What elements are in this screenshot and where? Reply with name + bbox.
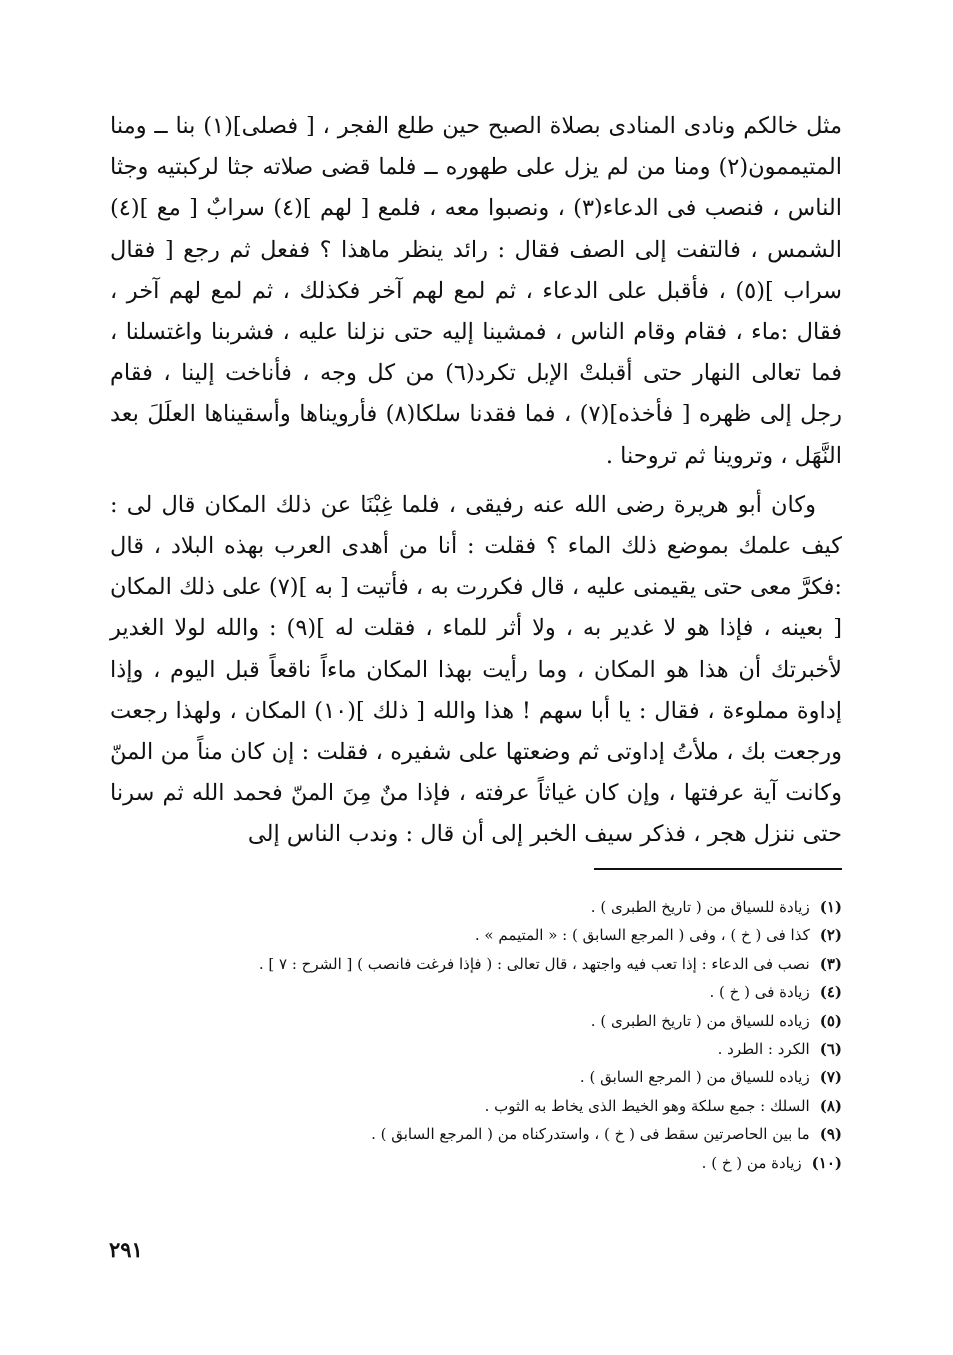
footnote-number: (٨) bbox=[819, 1096, 842, 1115]
page-number: ٢٩١ bbox=[109, 1237, 143, 1262]
footnotes-list bbox=[110, 893, 842, 1177]
footnote-text: كذا فى ( خ ) ، وفى ( المرجع السابق ) : « المتيمم » . bbox=[474, 926, 810, 945]
footnote-item bbox=[110, 1035, 842, 1063]
paragraph-1: مثل خالكم ونادى المنادى بصلاة الصبح حين طلع الفجر ، [ فصلى](١) بنا ــ ومنا المتيممون(٢) ومنا من لم يزل على طهوره ــ فلما قضى صلاته جثا لركبتيه وجثا الناس ، فنصب فى الدعاء(٣) ، ونصبوا معه ، فلمع [ لهم ](٤) سرابٌ [ مع ](٤) الشمس ، فالتفت إلى الصف فقال : رائد ينظر ماهذا ؟ ففعل ثم رجع [ فقال سراب ](٥) ، فأقبل على الدعاء ، ثم لمع لهم آخر فكذلك ، ثم لمع لهم آخر ، فقال :ماء ، فقام وقام الناس ، فمشينا إليه حتى نزلنا عليه ، فشربنا واغتسلنا ، فما تعالى النهار حتى أقبلتْ الإبل تكرد(٦) من كل وجه ، فأناخت إلينا ، فقام رجل إلى ظهره [ فأخذه](٧) ، فما فقدنا سلكا(٨) فأرويناها وأسقيناها العلَلَ بعد النَّهَل ، وتروينا ثم تروحنا . bbox=[110, 113, 843, 469]
footnote-text: السلك : جمع سلكة وهو الخيط الذى يخاط به الثوب . bbox=[484, 1096, 810, 1115]
footnote-item bbox=[110, 1149, 842, 1177]
footnote-number: (٦) bbox=[819, 1040, 842, 1059]
footnote-item bbox=[110, 950, 842, 978]
footnote-number: (٤) bbox=[819, 983, 842, 1002]
footnote-item bbox=[110, 1063, 842, 1091]
footnote-text: زياده للسياق من ( المرجع السابق ) . bbox=[579, 1068, 810, 1087]
footnote-text: زيادة للسياق من ( تاريخ الطبرى ) . bbox=[590, 898, 810, 916]
footnote-number: (٧) bbox=[819, 1068, 842, 1087]
footnote-text: ما بين الحاصرتين سقط فى ( خ ) ، واستدركناه من ( المرجع السابق ) . bbox=[371, 1125, 810, 1144]
footnote-text: زياده للسياق من ( تاريخ الطبرى ) . bbox=[590, 1011, 810, 1030]
footnote-separator bbox=[594, 868, 842, 870]
footnote-number: (٣) bbox=[819, 954, 842, 973]
footnote-item bbox=[110, 921, 842, 949]
footnote-text: زيادة من ( خ ) . bbox=[701, 1153, 802, 1172]
footnote-text: نصب فى الدعاء : إذا تعب فيه واجتهد ، قال تعالى : ( فإذا فرغت فانصب ) [ الشرح : ٧ ] . bbox=[258, 954, 810, 973]
footnote-item bbox=[110, 1092, 842, 1120]
footnote-item bbox=[110, 1120, 842, 1148]
paragraph-2: وكان أبو هريرة رضى الله عنه رفيقى ، فلما غِبْنَا عن ذلك المكان قال لى : كيف علمك بموضع ذلك الماء ؟ فقلت : أنا من أهدى العرب بهذه البلاد ، قال :فكرَّ معى حتى يقيمنى عليه ، قال فكررت به ، فأتيت [ به ](٧) على ذلك المكان [ بعينه ، فإذا هو لا غدير به ، ولا أثر للماء ، فقلت له ](٩) : والله لولا الغدير لأخبرتك أن هذا هو المكان ، وما رأيت بهذا المكان ماءاً ناقعاً قبل اليوم ، وإذا إداوة مملوءة ، فقال : يا أبا سهم ! هذا والله [ ذلك ](١٠) المكان ، ولهذا رجعت ورجعت بك ، ملأتُ إداوتى ثم وضعتها على شفيره ، فقلت : إن كان مناً من المنّ وكانت آية عرفتها ، وإن كان غياثاً عرفته ، فإذا منٌ مِنَ المنّ فحمد الله ثم سرنا حتى ننزل هجر ، فذكر سيف الخبر إلى أن قال : وندب الناس إلى bbox=[110, 491, 842, 848]
footnote-item bbox=[110, 1007, 842, 1035]
footnote-item bbox=[110, 893, 842, 921]
footnote-item bbox=[110, 978, 842, 1006]
footnote-number: (٥) bbox=[819, 1011, 842, 1030]
main-text bbox=[110, 106, 842, 856]
footnote-number: (٩) bbox=[819, 1125, 842, 1144]
footnote-text: زيادة فى ( خ ) . bbox=[709, 983, 810, 1002]
footnote-text: الكرد : الطرد . bbox=[717, 1040, 810, 1059]
footnote-number: (١) bbox=[819, 898, 842, 916]
footnote-number: (٢) bbox=[819, 926, 842, 945]
footnote-number: (١٠) bbox=[811, 1153, 842, 1172]
